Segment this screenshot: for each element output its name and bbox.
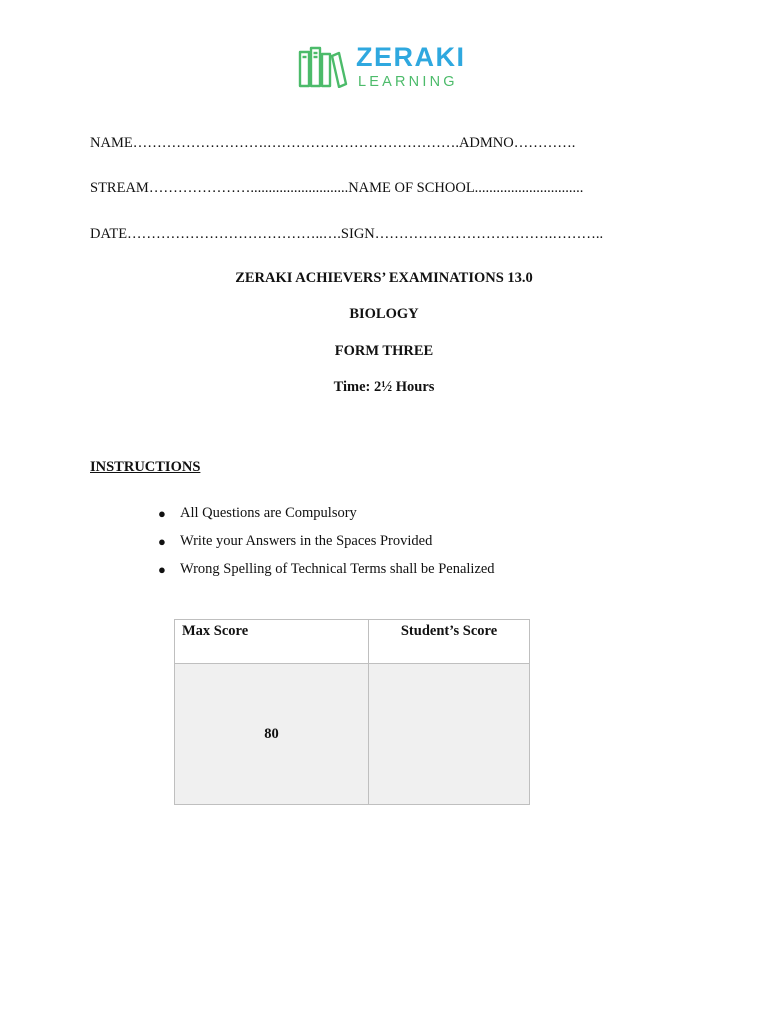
student-score-cell[interactable] [369,664,530,805]
max-score-header-cell [175,620,369,664]
zeraki-logo [298,44,466,90]
exam-duration: Time: 2½ Hours [333,379,435,395]
list-item [158,533,495,561]
bullet-icon: ● [158,534,166,549]
list-item [158,561,495,589]
instruction-text: Wrong Spelling of Technical Terms shall be Penalized [180,561,495,577]
instruction-text: Write your Answers in the Spaces Provided [180,533,433,549]
brand-name: ZERAKI [356,42,466,73]
date-sign-line: DATE…………………………………..….SIGN……………………………….……….. [90,226,604,242]
bullet-icon: ● [158,562,166,577]
form-level: FORM THREE [334,343,434,359]
brand-subtitle: LEARNING [358,74,458,91]
student-score-header-cell [369,620,530,664]
books-icon [298,46,348,88]
max-score-header: Max Score [182,623,249,639]
exam-title: ZERAKI ACHIEVERS’ EXAMINATIONS 13.0 [235,270,533,286]
student-score-header: Student’s Score [400,623,498,639]
instructions-heading: INSTRUCTIONS [90,459,201,475]
score-table [174,619,530,805]
list-item [158,505,495,533]
subject-title: BIOLOGY [349,306,419,322]
table-header-row [175,620,530,664]
instruction-text: All Questions are Compulsory [180,505,357,521]
name-admno-line: NAME……………………….………………………………….ADMNO…………. [90,135,576,151]
max-score-cell [175,664,369,805]
stream-school-line: STREAM…………………...........................NAME OF SCHOOL.............................. [90,180,584,196]
table-row [175,664,530,805]
max-score-value: 80 [264,725,279,742]
instructions-list [158,505,495,589]
bullet-icon: ● [158,506,166,521]
